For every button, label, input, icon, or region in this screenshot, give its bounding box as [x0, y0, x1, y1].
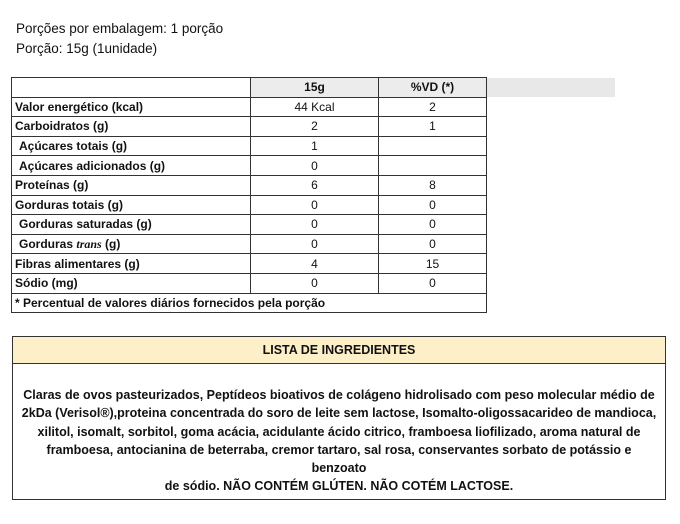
header-dv: %VD (*): [379, 78, 487, 98]
row-dv: 1: [379, 117, 487, 137]
row-amount: 0: [251, 195, 379, 215]
row-label: Proteínas (g): [12, 175, 251, 195]
row-amount: 4: [251, 254, 379, 274]
servings-per-package: Porções por embalagem: 1 porção: [16, 21, 224, 36]
row-dv: 15: [379, 254, 487, 274]
table-row: [12, 97, 615, 117]
row-label: Valor energético (kcal): [12, 97, 251, 117]
ingredients-box: [12, 336, 666, 500]
serving-size: Porção: 15g (1unidade): [16, 41, 158, 56]
row-label: [12, 234, 251, 254]
header-amount: 15g: [251, 78, 379, 98]
table-header-row: [12, 78, 615, 98]
table-row: [12, 156, 615, 176]
table-row: [12, 136, 615, 156]
row-dv: 2: [379, 97, 487, 117]
ingredients-line: framboesa, antocianina de beterraba, cremor tartaro, sal rosa, conservantes sorbato de potássio e benzoato: [46, 442, 632, 476]
row-label: Gorduras saturadas (g): [12, 215, 251, 235]
row-label-prefix: Gorduras: [19, 237, 77, 252]
row-amount: 44 Kcal: [251, 97, 379, 117]
header-blank-cell: [12, 78, 251, 98]
header-extension: [487, 78, 615, 98]
row-label: Gorduras totais (g): [12, 195, 251, 215]
ingredients-line: de sódio. NÃO CONTÉM GLÚTEN. NÃO COTÉM LACTOSE.: [164, 479, 514, 494]
row-amount: 2: [251, 117, 379, 137]
row-dv: [379, 136, 487, 156]
row-dv: 0: [379, 234, 487, 254]
row-amount: 1: [251, 136, 379, 156]
row-dv: 0: [379, 273, 487, 293]
row-label-suffix: (g): [101, 237, 121, 252]
row-label: Fibras alimentares (g): [12, 254, 251, 274]
table-row: [12, 117, 615, 137]
table-row: [12, 215, 615, 235]
row-amount: 0: [251, 215, 379, 235]
row-label: Carboidratos (g): [12, 117, 251, 137]
row-dv: 8: [379, 175, 487, 195]
row-dv: 0: [379, 215, 487, 235]
ingredients-line: xilitol, isomalt, sorbitol, goma acácia, acidulante ácido citrico, framboesa liofilizado, aroma natural de: [37, 424, 641, 439]
table-row: [12, 175, 615, 195]
row-amount: 0: [251, 156, 379, 176]
footnote: * Percentual de valores diários fornecidos pela porção: [12, 293, 487, 313]
nutrition-table: [11, 77, 615, 313]
row-amount: 0: [251, 234, 379, 254]
row-dv: [379, 156, 487, 176]
ingredients-line: 2kDa (Verisol®),proteina concentrada do soro de leite sem lactose, Isomalto-oligossacarideo de mandioca,: [21, 406, 657, 421]
table-row: [12, 273, 615, 293]
ingredients-text: [13, 364, 665, 496]
row-amount: 0: [251, 273, 379, 293]
row-label: Açúcares adicionados (g): [12, 156, 251, 176]
table-row: [12, 254, 615, 274]
ingredients-line: Claras de ovos pasteurizados, Peptídeos bioativos de colágeno hidrolisado com peso molecular médio de: [23, 388, 655, 402]
row-label: Sódio (mg): [12, 273, 251, 293]
footnote-row: [12, 293, 615, 313]
ingredients-title: LISTA DE INGREDIENTES: [13, 337, 665, 364]
table-row: [12, 234, 615, 254]
row-label: Açúcares totais (g): [12, 136, 251, 156]
row-amount: 6: [251, 175, 379, 195]
table-row: [12, 195, 615, 215]
row-dv: 0: [379, 195, 487, 215]
row-label-italic: trans: [76, 237, 102, 252]
